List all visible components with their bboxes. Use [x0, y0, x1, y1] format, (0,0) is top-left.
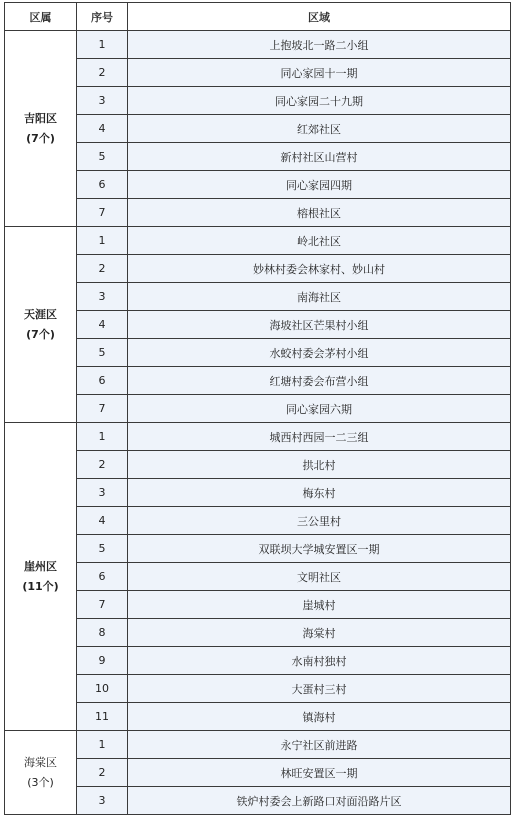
header-district: 区属: [5, 3, 77, 31]
district-name: 崖州区: [24, 559, 57, 573]
row-number: 6: [77, 563, 128, 591]
district-name: 天涯区: [24, 307, 57, 321]
row-number: 7: [77, 591, 128, 619]
area-name: 岭北社区: [128, 227, 511, 255]
table-row: [5, 591, 511, 619]
table-row: [5, 675, 511, 703]
table-row: [5, 339, 511, 367]
table-body: [5, 31, 511, 815]
area-name: 榕根社区: [128, 199, 511, 227]
area-name: 大蛋村三村: [128, 675, 511, 703]
row-number: 3: [77, 787, 128, 815]
district-count: (7个): [26, 327, 55, 341]
area-name: 林旺安置区一期: [128, 759, 511, 787]
row-number: 9: [77, 647, 128, 675]
table-row: [5, 199, 511, 227]
area-name: 梅东村: [128, 479, 511, 507]
row-number: 7: [77, 199, 128, 227]
row-number: 2: [77, 59, 128, 87]
area-name: 同心家园四期: [128, 171, 511, 199]
table-row: [5, 619, 511, 647]
table-row: [5, 395, 511, 423]
row-number: 3: [77, 479, 128, 507]
area-name: 拱北村: [128, 451, 511, 479]
table-row: [5, 115, 511, 143]
table-row: [5, 731, 511, 759]
area-name: 铁炉村委会上新路口对面沿路片区: [128, 787, 511, 815]
table-row: [5, 759, 511, 787]
row-number: 5: [77, 535, 128, 563]
area-name: 妙林村委会林家村、妙山村: [128, 255, 511, 283]
area-name: 水蛟村委会茅村小组: [128, 339, 511, 367]
row-number: 1: [77, 31, 128, 59]
table-row: [5, 311, 511, 339]
area-name: 红塘村委会布营小组: [128, 367, 511, 395]
area-name: 永宁社区前进路: [128, 731, 511, 759]
row-number: 1: [77, 731, 128, 759]
area-name: 上抱坡北一路二小组: [128, 31, 511, 59]
area-name: 文明社区: [128, 563, 511, 591]
area-name: 水南村独村: [128, 647, 511, 675]
area-name: 新村社区山营村: [128, 143, 511, 171]
area-name: 南海社区: [128, 283, 511, 311]
table-row: [5, 787, 511, 815]
area-table: [4, 2, 511, 815]
table-row: [5, 451, 511, 479]
row-number: 2: [77, 255, 128, 283]
row-number: 4: [77, 507, 128, 535]
table-row: [5, 423, 511, 451]
district-name: 海棠区: [24, 755, 57, 769]
row-number: 6: [77, 171, 128, 199]
table-row: [5, 563, 511, 591]
row-number: 2: [77, 451, 128, 479]
table-row: [5, 171, 511, 199]
area-name: 红郊社区: [128, 115, 511, 143]
row-number: 11: [77, 703, 128, 731]
header-row: [5, 3, 511, 31]
area-name: 崖城村: [128, 591, 511, 619]
row-number: 4: [77, 311, 128, 339]
table-row: [5, 367, 511, 395]
table-row: [5, 31, 511, 59]
area-name: 海棠村: [128, 619, 511, 647]
district-count: (11个): [22, 579, 59, 593]
row-number: 1: [77, 423, 128, 451]
row-number: 3: [77, 283, 128, 311]
area-name: 同心家园六期: [128, 395, 511, 423]
table-row: [5, 227, 511, 255]
row-number: 5: [77, 339, 128, 367]
area-name: 三公里村: [128, 507, 511, 535]
district-count: (3个): [27, 775, 54, 789]
table-row: [5, 255, 511, 283]
row-number: 6: [77, 367, 128, 395]
row-number: 8: [77, 619, 128, 647]
row-number: 5: [77, 143, 128, 171]
table-row: [5, 535, 511, 563]
district-cell: [5, 31, 77, 227]
row-number: 10: [77, 675, 128, 703]
table-row: [5, 283, 511, 311]
header-seq: 序号: [77, 3, 128, 31]
table-row: [5, 647, 511, 675]
row-number: 2: [77, 759, 128, 787]
district-cell: [5, 227, 77, 423]
table-row: [5, 87, 511, 115]
area-name: 同心家园二十九期: [128, 87, 511, 115]
district-count: (7个): [26, 131, 55, 145]
district-cell: [5, 731, 77, 815]
table-row: [5, 507, 511, 535]
row-number: 1: [77, 227, 128, 255]
area-name: 双联坝大学城安置区一期: [128, 535, 511, 563]
row-number: 7: [77, 395, 128, 423]
row-number: 4: [77, 115, 128, 143]
area-name: 城西村西园一二三组: [128, 423, 511, 451]
row-number: 3: [77, 87, 128, 115]
area-name: 同心家园十一期: [128, 59, 511, 87]
area-name: 海坡社区芒果村小组: [128, 311, 511, 339]
header-area: 区域: [128, 3, 511, 31]
table-row: [5, 479, 511, 507]
district-cell: [5, 423, 77, 731]
area-name: 镇海村: [128, 703, 511, 731]
district-name: 吉阳区: [24, 111, 57, 125]
table-row: [5, 59, 511, 87]
table-row: [5, 703, 511, 731]
table-row: [5, 143, 511, 171]
